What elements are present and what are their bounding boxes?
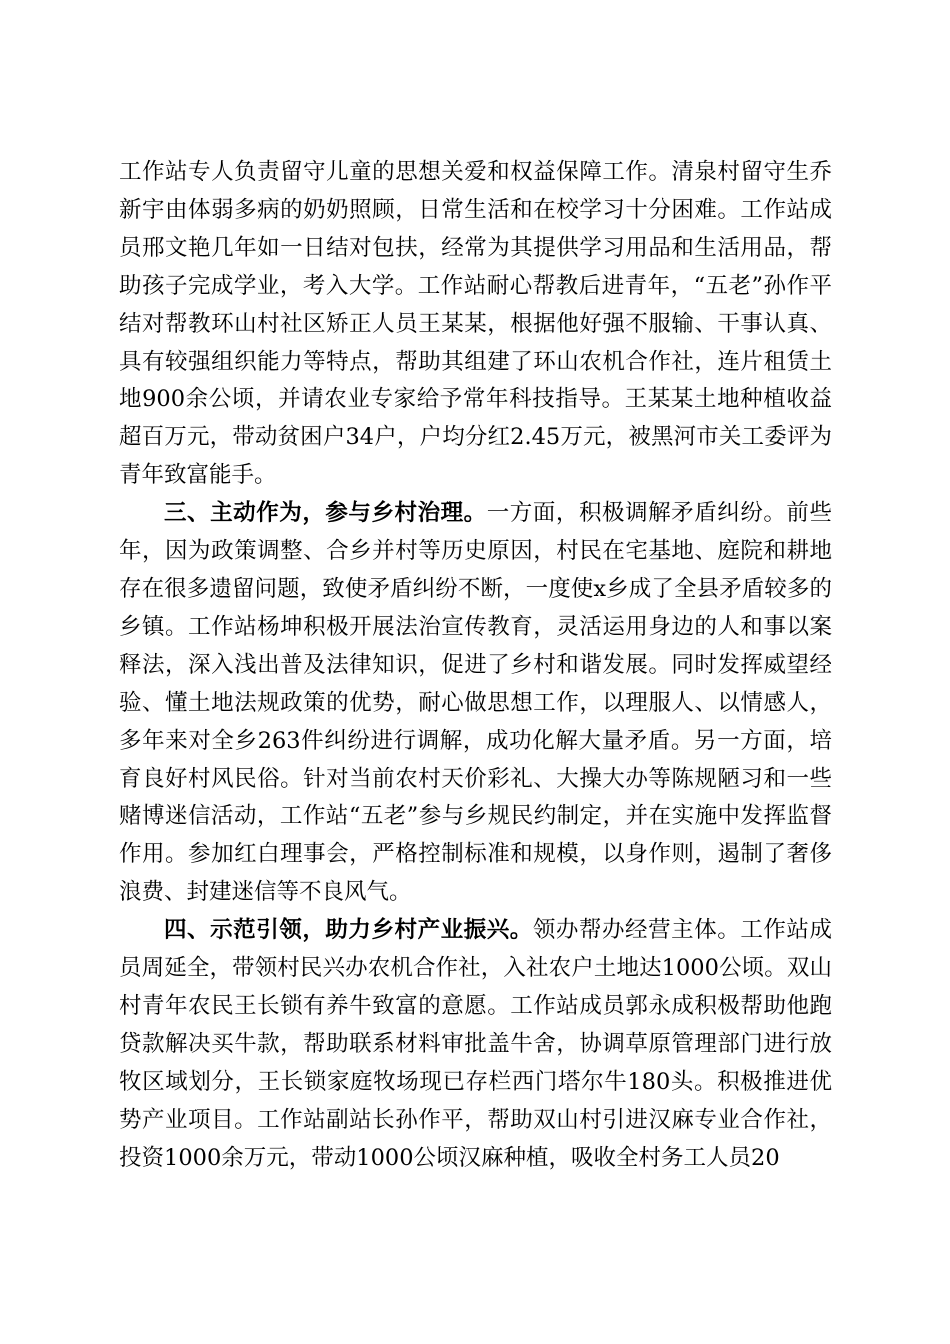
section-heading-3: 三、主动作为，参与乡村治理。 [164, 500, 487, 527]
section-heading-4: 四、示范引领，助力乡村产业振兴。 [164, 917, 533, 944]
paragraph-3 [119, 912, 832, 1177]
paragraph-1 [119, 154, 832, 495]
document-page [119, 154, 832, 1177]
paragraph-3-text: 领办帮办经营主体。工作站成员周延全，带领村民兴办农机合作社，入社农户土地达1000公顷。双山村青年农民王长锁有养牛致富的意愿。工作站成员郭永成积极帮助他跑贷款解决买牛款，帮助联系材料审批盖牛舍，协调草原管理部门进行放牧区域划分，王长锁家庭牧场现已存栏西门塔尔牛180头。积极推进优势产业项目。工作站副站长孙作平，帮助双山村引进汉麻专业合作社，投资1000余万元，带动1000公顷汉麻种植，吸收全村务工人员20 [119, 917, 832, 1171]
paragraph-2 [119, 495, 832, 912]
paragraph-2-text: 一方面，积极调解矛盾纠纷。前些年，因为政策调整、合乡并村等历史原因，村民在宅基地、庭院和耕地存在很多遗留问题，致使矛盾纠纷不断，一度使x乡成了全县矛盾较多的乡镇。工作站杨坤积极开展法治宣传教育，灵活运用身边的人和事以案释法，深入浅出普及法律知识，促进了乡村和谐发展。同时发挥威望经验、懂土地法规政策的优势，耐心做思想工作，以理服人、以情感人，多年来对全乡263件纠纷进行调解，成功化解大量矛盾。另一方面，培育良好村风民俗。针对当前农村天价彩礼、大操大办等陈规陋习和一些赌博迷信活动，工作站“五老”参与乡规民约制定，并在实施中发挥监督作用。参加红白理事会，严格控制标准和规模，以身作则，遏制了奢侈浪费、封建迷信等不良风气。 [119, 500, 832, 906]
paragraph-1-text: 工作站专人负责留守儿童的思想关爱和权益保障工作。清泉村留守生乔新宇由体弱多病的奶奶照顾，日常生活和在校学习十分困难。工作站成员邢文艳几年如一日结对包扶，经常为其提供学习用品和生活用品，帮助孩子完成学业，考入大学。工作站耐心帮教后进青年，“五老”孙作平结对帮教环山村社区矫正人员王某某，根据他好强不服输、干事认真、具有较强组织能力等特点，帮助其组建了环山农机合作社，连片租赁土地900余公顷，并请农业专家给予常年科技指导。王某某土地种植收益超百万元，带动贫困户34户，户均分红2.45万元，被黑河市关工委评为青年致富能手。 [119, 159, 832, 489]
